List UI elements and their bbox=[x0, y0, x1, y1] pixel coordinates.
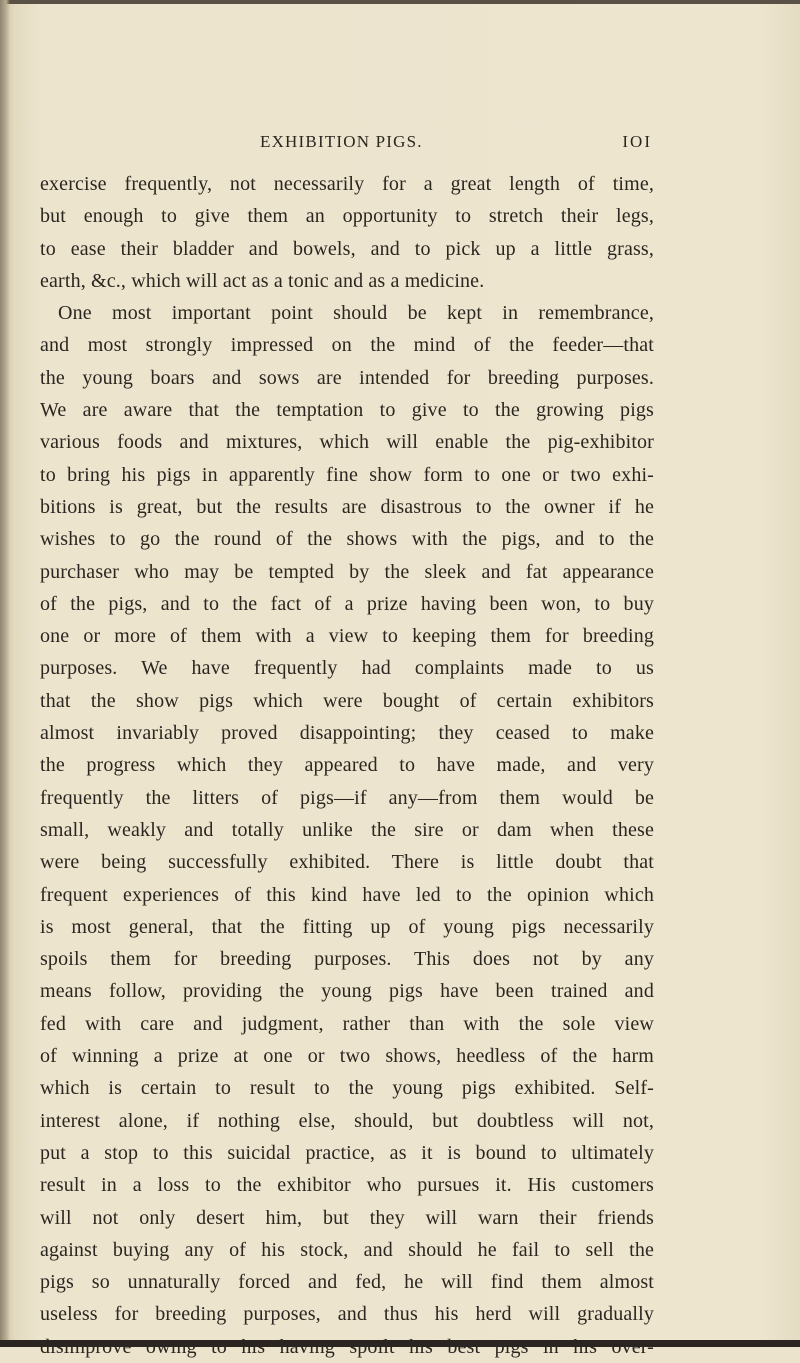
text-line: put a stop to this suicidal practice, as it is bound to ultimately bbox=[40, 1141, 654, 1164]
text-line: will not only desert him, but they will warn their friends bbox=[40, 1206, 654, 1229]
page-binding bbox=[0, 0, 10, 1347]
text-line: purposes. We have frequently had complaints made to us bbox=[40, 657, 654, 680]
text-line: wishes to go the round of the shows with the pigs, and to the bbox=[40, 528, 654, 551]
text-line: pigs so unnaturally forced and fed, he will find them almost bbox=[40, 1271, 654, 1294]
text-line: frequently the litters of pigs—if any—from them would be bbox=[40, 786, 654, 809]
text-line: small, weakly and totally unlike the sire or dam when these bbox=[40, 818, 654, 841]
text-line: one or more of them with a view to keeping them for breeding bbox=[40, 625, 654, 648]
text-line: were being successfully exhibited. There is little doubt that bbox=[40, 851, 654, 874]
text-line: purchaser who may be tempted by the sleek and fat appearance bbox=[40, 560, 654, 583]
text-line: exercise frequently, not necessarily for a great length of time, bbox=[40, 173, 654, 195]
bottom-edge bbox=[0, 1340, 800, 1347]
text-line: is most general, that the fitting up of young pigs necessarily bbox=[40, 915, 654, 938]
text-line: but enough to give them an opportunity to stretch their legs, bbox=[40, 205, 654, 228]
page-number: IOI bbox=[622, 132, 652, 151]
top-edge bbox=[0, 0, 800, 4]
text-line: One most important point should be kept in remembrance, bbox=[58, 302, 654, 325]
page-header bbox=[40, 128, 652, 158]
text-line: spoils them for breeding purposes. This does not by any bbox=[40, 948, 654, 971]
text-line: fed with care and judgment, rather than with the sole view bbox=[40, 1012, 654, 1035]
text-line: that the show pigs which were bought of certain exhibitors bbox=[40, 689, 654, 712]
text-line: earth, &c., which will act as a tonic and as a medicine. bbox=[40, 269, 485, 292]
text-line: bitions is great, but the results are disastrous to the owner if he bbox=[40, 495, 654, 518]
text-line: interest alone, if nothing else, should, but doubtless will not, bbox=[40, 1109, 654, 1132]
body-text bbox=[40, 168, 654, 1363]
text-line: frequent experiences of this kind have led to the opinion which bbox=[40, 883, 654, 906]
text-line: means follow, providing the young pigs have been trained and bbox=[40, 980, 654, 1003]
text-line: useless for breeding purposes, and thus his herd will gradually bbox=[40, 1303, 654, 1326]
text-line: result in a loss to the exhibitor who pursues it. His customers bbox=[40, 1174, 654, 1197]
text-line: We are aware that the temptation to give to the growing pigs bbox=[40, 399, 654, 422]
text-line: almost invariably proved disappointing; they ceased to make bbox=[40, 722, 654, 745]
text-line: and most strongly impressed on the mind of the feeder—that bbox=[40, 334, 654, 357]
text-line: the young boars and sows are intended for breeding purposes. bbox=[40, 366, 654, 389]
text-line: against buying any of his stock, and should he fail to sell the bbox=[40, 1238, 654, 1261]
text-line: of the pigs, and to the fact of a prize having been won, to buy bbox=[40, 592, 654, 615]
text-line: various foods and mixtures, which will enable the pig-exhibitor bbox=[40, 431, 654, 454]
text-line: the progress which they appeared to have made, and very bbox=[40, 754, 654, 777]
text-line: which is certain to result to the young pigs exhibited. Self- bbox=[40, 1077, 654, 1100]
text-line: to ease their bladder and bowels, and to pick up a little grass, bbox=[40, 237, 654, 260]
text-line: to bring his pigs in apparently fine show form to one or two exhi- bbox=[40, 463, 654, 486]
running-title: EXHIBITION PIGS. bbox=[260, 132, 423, 151]
text-line: of winning a prize at one or two shows, heedless of the harm bbox=[40, 1045, 654, 1068]
